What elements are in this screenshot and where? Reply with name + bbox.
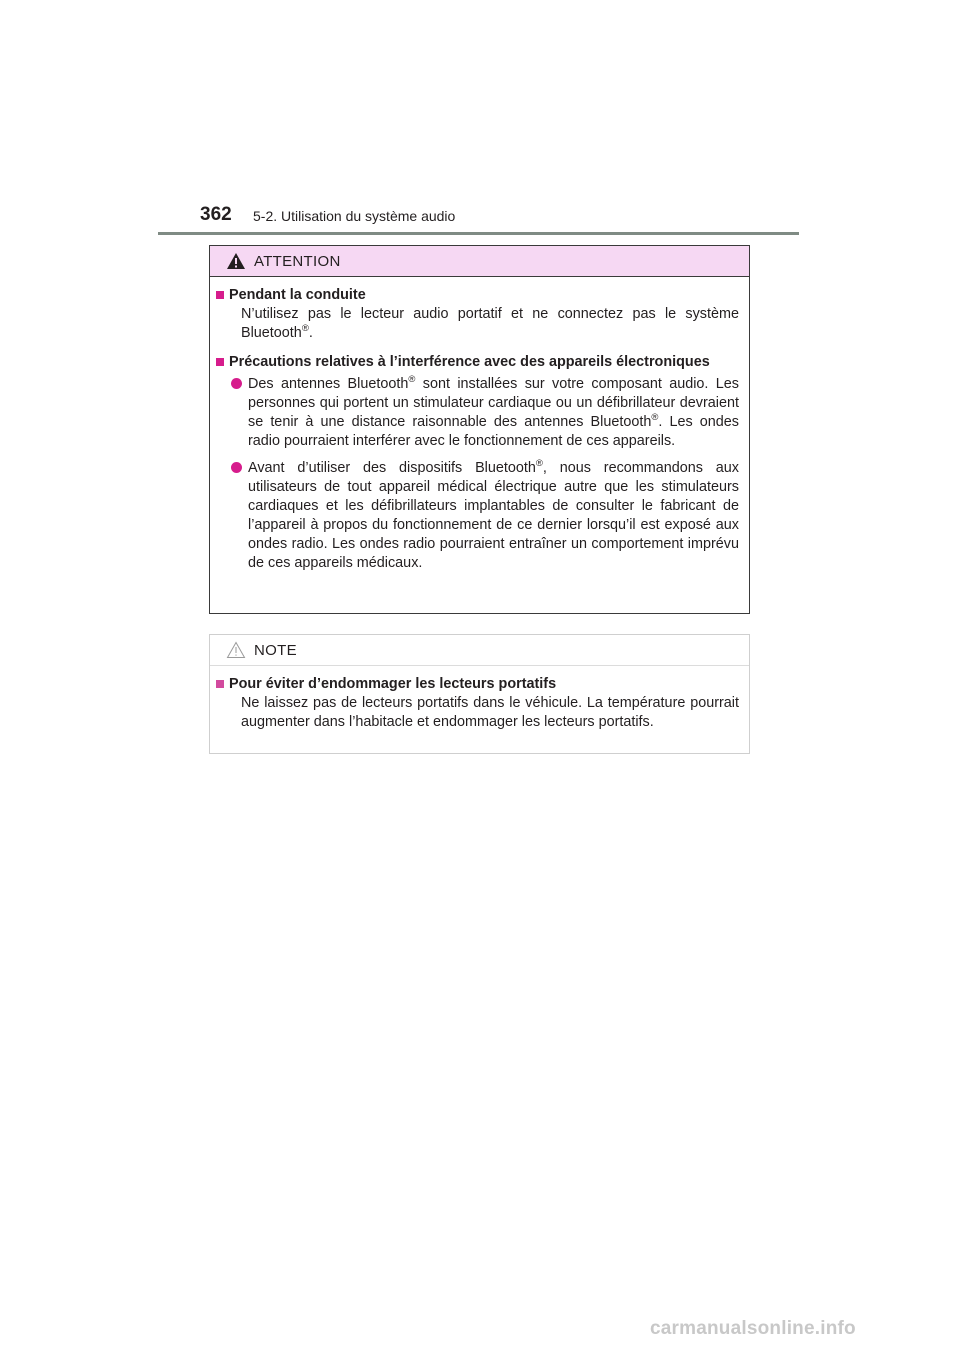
attention-box [209,245,750,614]
item-heading [216,353,739,372]
item-heading [216,286,739,305]
attention-item-interference [216,353,739,573]
circle-bullet-icon [231,378,242,389]
attention-header [210,246,749,277]
registered-mark: ® [408,374,416,385]
warning-icon [226,252,246,270]
note-item [216,675,739,732]
square-bullet-icon [216,358,224,366]
square-bullet-icon [216,680,224,688]
page-number: 362 [200,204,232,225]
attention-title: ATTENTION [254,252,341,270]
note-header [210,635,749,666]
list-item [216,459,739,573]
item-heading [216,675,739,694]
note-body [210,666,749,732]
item-paragraph: N’utilisez pas le lecteur audio portatif et ne connectez pas le système Bluetooth®. [241,306,739,341]
page-header [0,0,960,240]
header-rule [158,232,799,235]
list-item-text: Des antennes Bluetooth® sont installées sur votre composant audio. Les personnes qui portent un stimulateur cardiaque ou un défibrillateur devraient se tenir à une distance raisonnable des antennes Bluetooth®. Les ondes radio pourraient interférer avec le fonctionnement de ces appareils. [248,374,739,449]
list-item-text: Avant d’utiliser des dispositifs Bluetooth®, nous recommandons aux utilisateurs de tout appareil médical électrique autre que les stimulateurs cardiaques et les défibrillateurs implantables de consulter le fabricant de l’appareil à propos du fonctionnement de ce dernier lorsqu’il est exposé aux ondes radio. Les ondes radio pourraient entraîner un comportement imprévu de ces appareils médicaux. [248,458,739,571]
item-heading-text: Précautions relatives à l’interférence avec des appareils électroniques [229,354,710,370]
registered-mark: ® [651,412,659,423]
item-heading-text: Pour éviter d’endommager les lecteurs portatifs [229,676,557,692]
note-box [209,634,750,754]
attention-body [210,277,749,573]
watermark: carmanualsonline.info [650,1318,856,1339]
square-bullet-icon [216,291,224,299]
item-heading-text: Pendant la conduite [229,287,366,303]
note-title: NOTE [254,641,297,659]
attention-item-driving [216,286,739,343]
caution-outline-icon [226,641,246,659]
circle-bullet-icon [231,462,242,473]
registered-mark: ® [535,458,543,469]
section-title: 5-2. Utilisation du système audio [253,208,456,224]
registered-mark: ® [301,323,309,334]
item-paragraph: Ne laissez pas de lecteurs portatifs dans le véhicule. La température pourrait augmenter dans l’habitacle et endommager les lecteurs portatifs. [241,695,739,730]
list-item [216,375,739,451]
